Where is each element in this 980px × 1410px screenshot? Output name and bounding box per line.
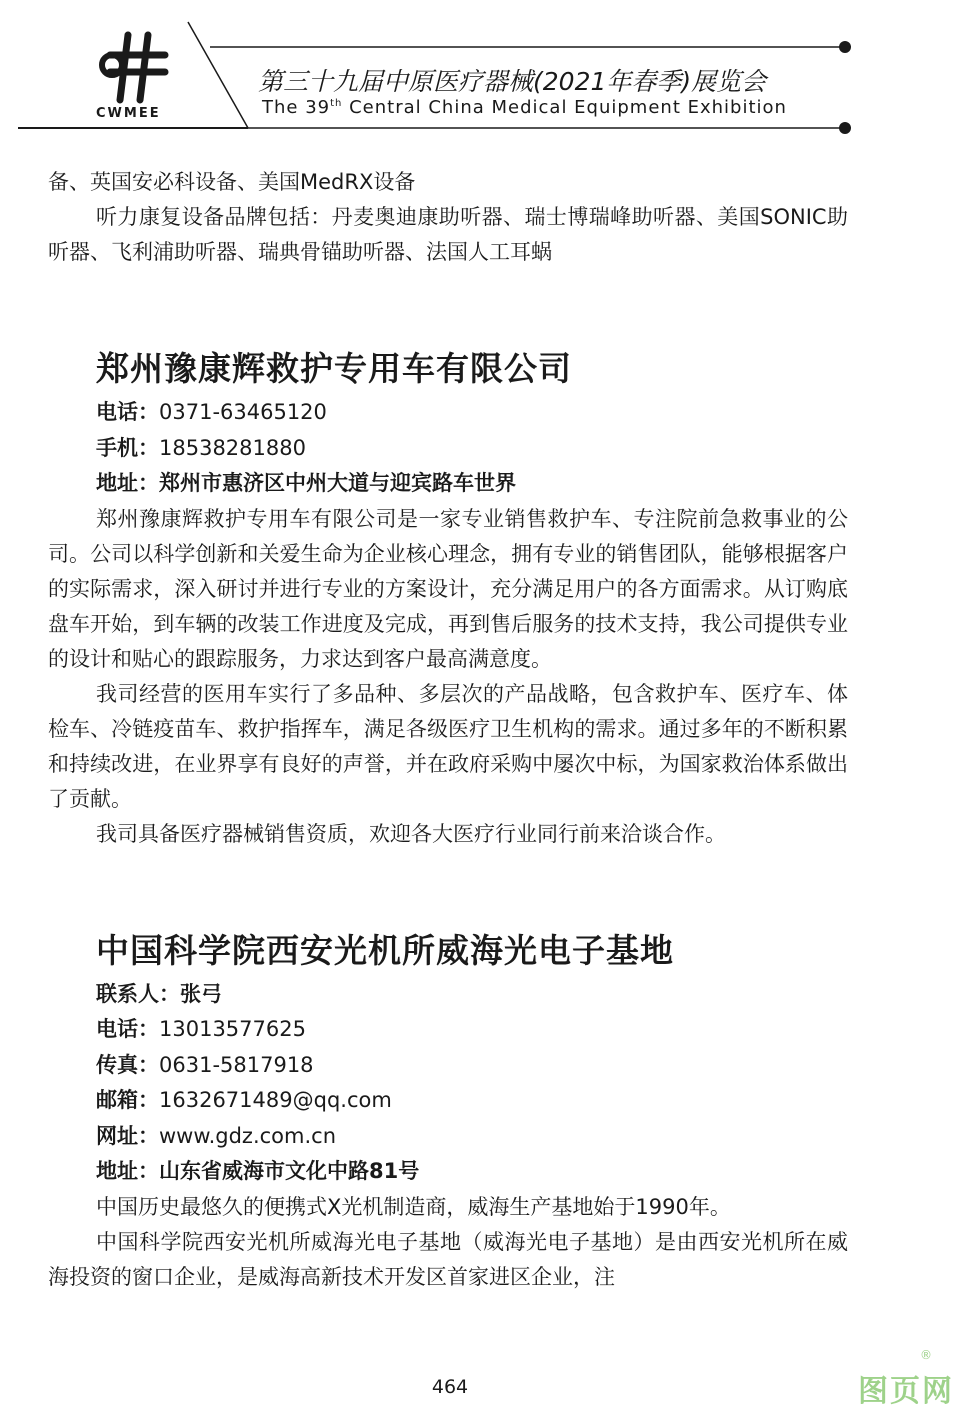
- page-number: 464: [431, 1376, 469, 1398]
- logo-text: CWMEE: [96, 106, 161, 121]
- phone-label: 电话：: [96, 400, 159, 424]
- company1-name: 郑州豫康辉救护专用车有限公司: [96, 349, 572, 388]
- company2-website: [96, 1119, 848, 1155]
- company2-paragraph-1: 中国历史最悠久的便携式X光机制造商，威海生产基地始于1990年。: [96, 1194, 731, 1219]
- page-content: [48, 165, 848, 1295]
- company2-address: [96, 1154, 848, 1190]
- header-dot-top-icon: [839, 41, 851, 53]
- company2-fax: [96, 1048, 848, 1084]
- website-label: 网址：: [96, 1123, 159, 1148]
- company1-paragraph-2: 我司经营的医用车实行了多品种、多层次的产品战略，包含救护车、医疗车、体检车、冷链疫苗车、救护指挥车，满足各级医疗卫生机构的需求。通过多年的不断积累和持续改进，在业界享有良好的声誉，并在政府采购中屡次中标，为国家救治体系做出了贡献。: [48, 681, 848, 811]
- phone-value: 13013577625: [159, 1017, 306, 1041]
- company2-name: 中国科学院西安光机所威海光电子基地: [96, 930, 674, 970]
- phone-label: 电话：: [96, 1017, 159, 1041]
- fax-value: 0631-5817918: [159, 1052, 314, 1077]
- address-value: 山东省威海市文化中路81号: [159, 1159, 420, 1183]
- watermark-logo: 图页网: [858, 1374, 954, 1409]
- address-value: 郑州市惠济区中州大道与迎宾路车世界: [159, 471, 516, 495]
- company1-mobile: [96, 431, 848, 467]
- exhibition-title-en: [262, 97, 787, 118]
- contact-value: 张弓: [180, 981, 222, 1006]
- company1-phone: [96, 395, 848, 431]
- company1-paragraph-1: 郑州豫康辉救护专用车有限公司是一家专业销售救护车、专注院前急救事业的公司。公司以科学创新和关爱生命为企业核心理念，拥有专业的销售团队，能够根据客户的实际需求，深入研讨并进行专业的方案设计，充分满足用户的各方面需求。从订购底盘车开始，到车辆的改装工作进度及完成，再到售后服务的技术支持，我公司提供专业的设计和贴心的跟踪服务，力求达到客户最高满意度。: [48, 506, 848, 671]
- mobile-label: 手机：: [96, 435, 159, 460]
- company2-paragraph-2: 中国科学院西安光机所威海光电子基地（威海光电子基地）是由西安光机所在威海投资的窗口企业，是威海高新技术开发区首家进区企业，注: [48, 1229, 848, 1289]
- email-value: 1632671489@qq.com: [159, 1088, 392, 1112]
- title-en-rest: Central China Medical Equipment Exhibition: [342, 97, 787, 118]
- address-label: 地址：: [96, 471, 159, 495]
- address-label: 地址：: [96, 1159, 159, 1183]
- contact-label: 联系人：: [96, 981, 180, 1006]
- intro-line: 备、英国安必科设备、美国MedRX设备: [48, 170, 416, 194]
- company2-contact: [96, 977, 848, 1013]
- intro-paragraph: 听力康复设备品牌包括：丹麦奥迪康助听器、瑞士博瑞峰助听器、美国SONIC助听器、飞利浦助听器、瑞典骨锚助听器、法国人工耳蜗: [48, 205, 848, 264]
- title-en-number: The 39: [262, 97, 331, 118]
- company1-paragraph-3: 我司具备医疗器械销售资质，欢迎各大医疗行业同行前来洽谈合作。: [96, 821, 726, 846]
- cwmee-logo-icon: [102, 35, 165, 100]
- company2-phone: [96, 1012, 848, 1048]
- email-label: 邮箱：: [96, 1088, 159, 1112]
- company2-email: [96, 1083, 848, 1119]
- company1-address: [96, 466, 848, 502]
- website-value: www.gdz.com.cn: [159, 1123, 337, 1148]
- fax-label: 传真：: [96, 1052, 159, 1077]
- header-diagonal: [188, 22, 248, 128]
- phone-value: 0371-63465120: [159, 400, 327, 424]
- exhibition-title-cn: 第三十九届中原医疗器械(2021年春季)展览会: [258, 67, 767, 96]
- page-header: [0, 0, 980, 140]
- title-en-sup: th: [330, 98, 343, 109]
- mobile-value: 18538281880: [159, 435, 306, 460]
- header-dot-bottom-icon: [839, 122, 851, 134]
- registered-mark-icon: ®: [920, 1348, 932, 1362]
